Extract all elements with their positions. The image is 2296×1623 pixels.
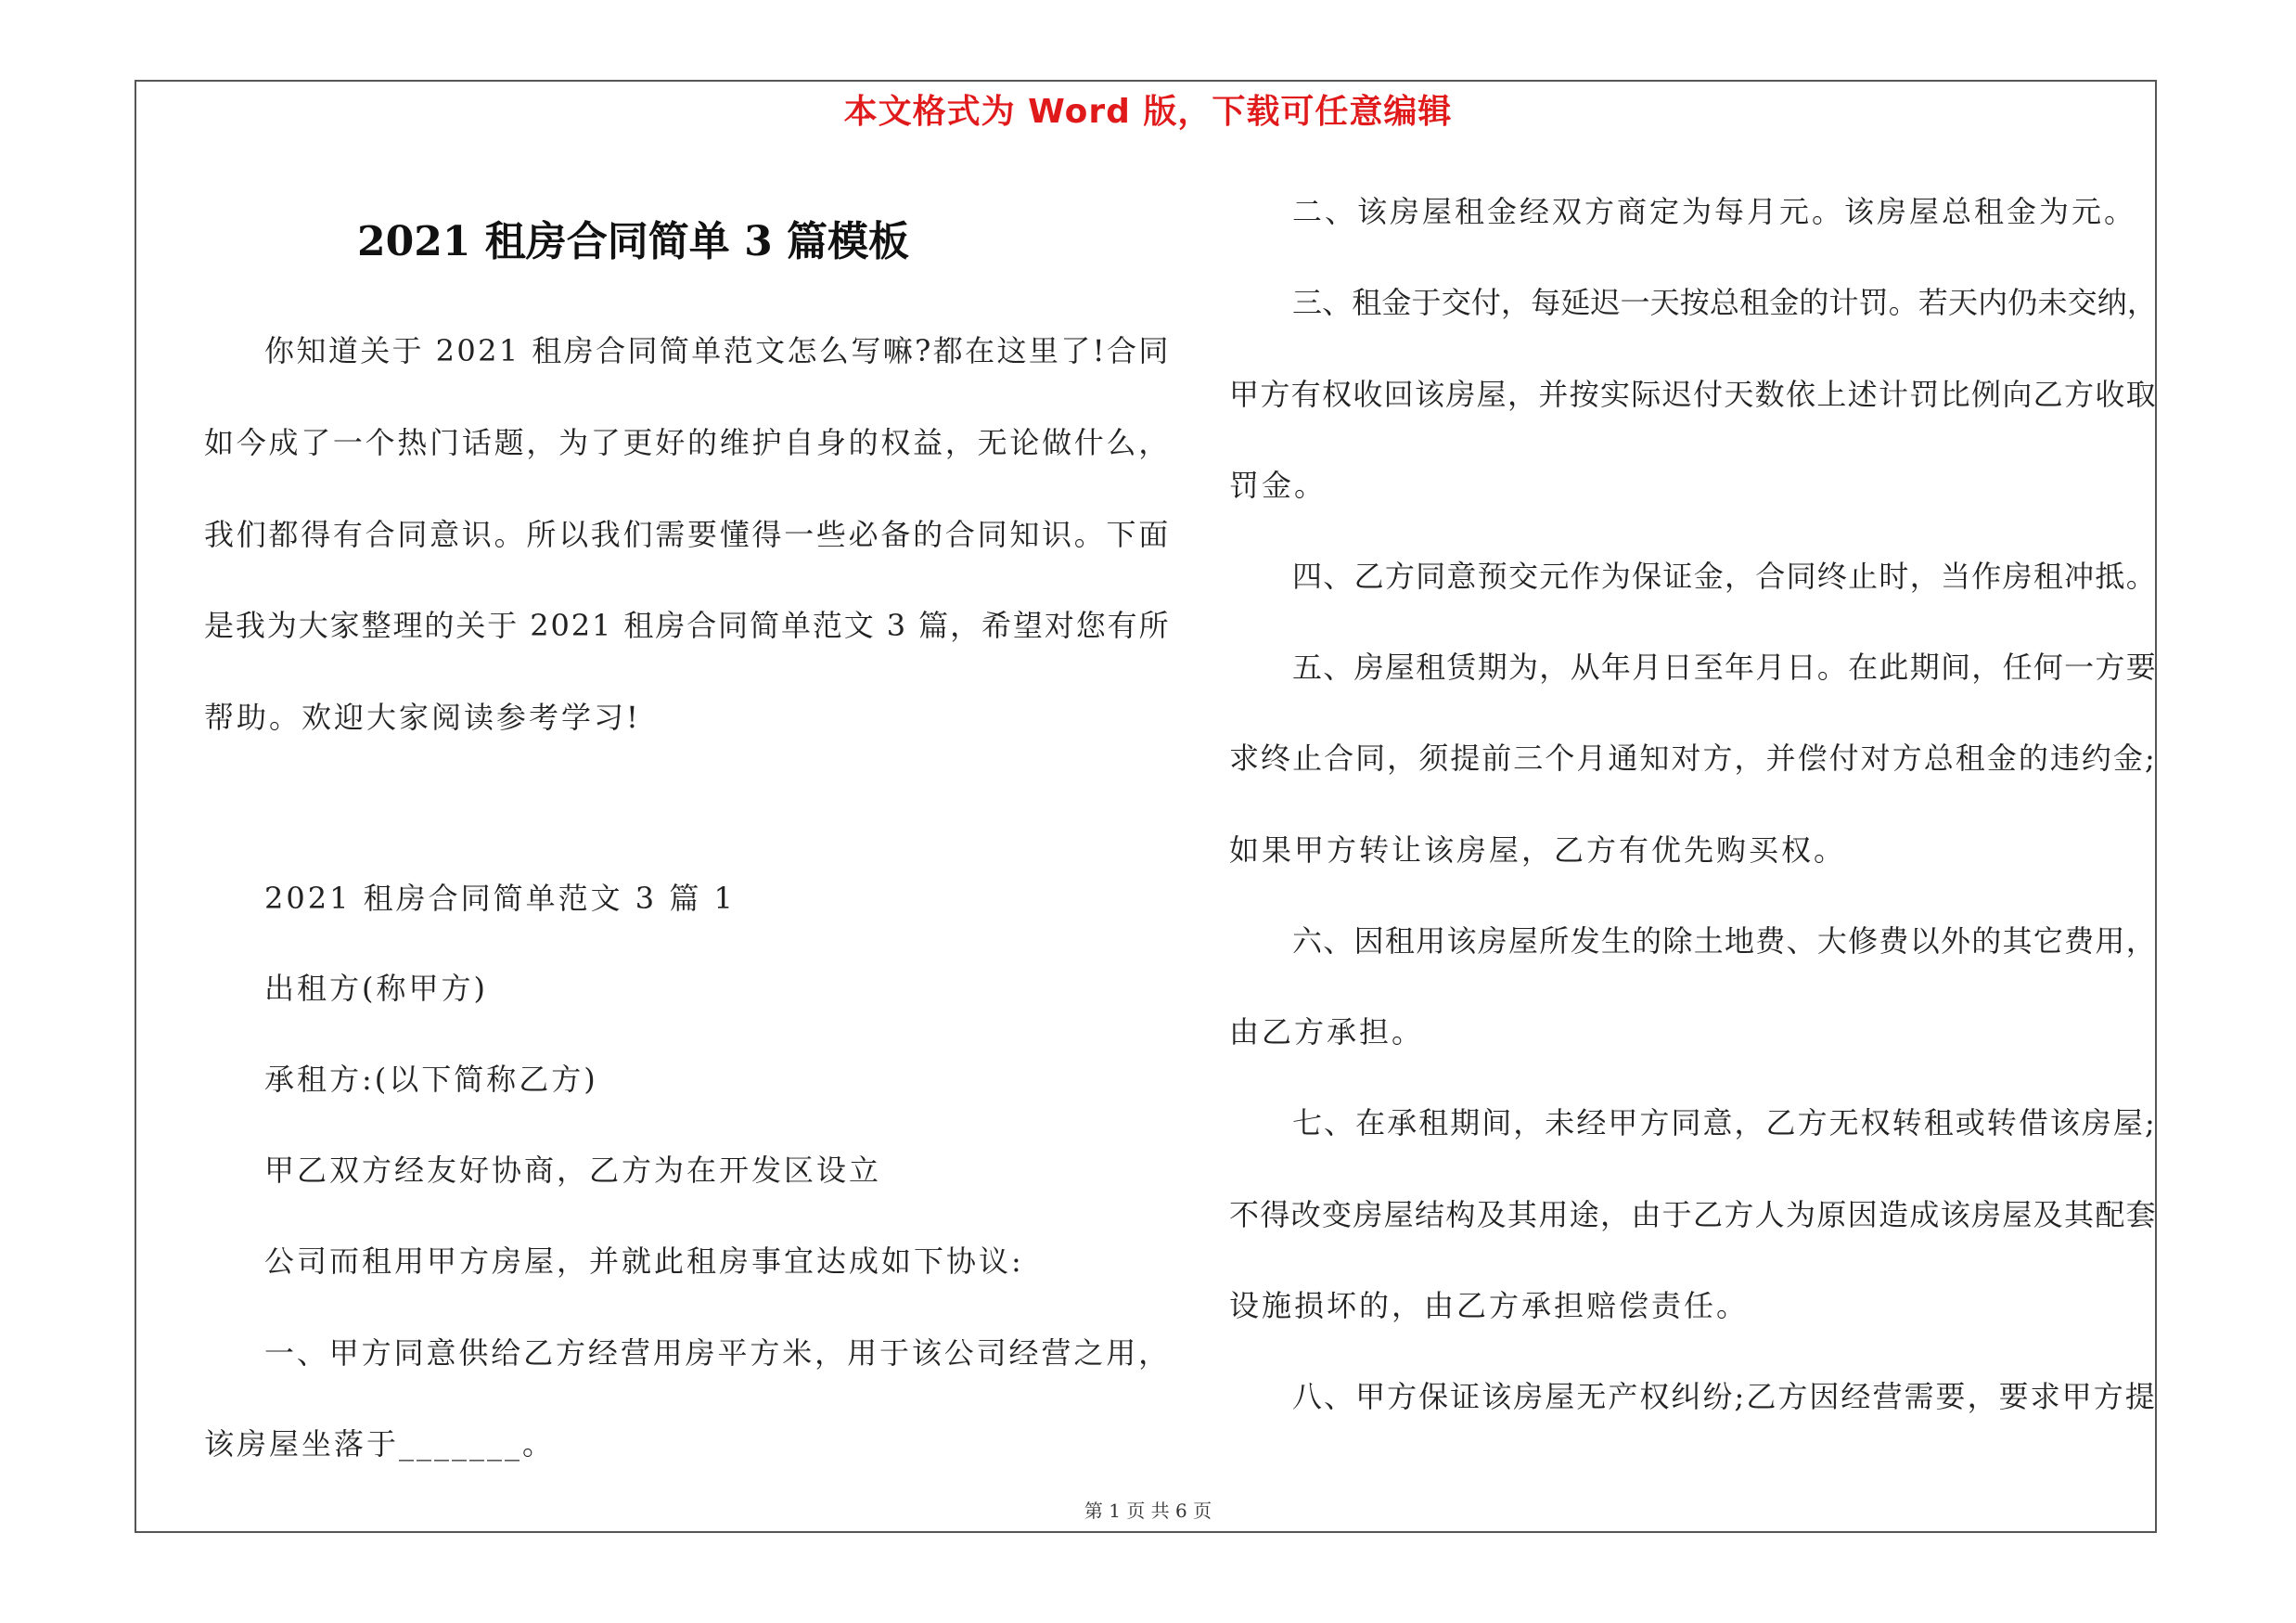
paragraph-line: 甲乙双方经友好协商，乙方为在开发区设立 — [264, 1153, 882, 1188]
paragraph-line: 如今成了一个热门话题，为了更好的维护自身的权益，无论做什么， — [204, 425, 1172, 460]
paragraph-line: 八、甲方保证该房屋无产权纠纷;乙方因经营需要，要求甲方提 — [1292, 1379, 2157, 1414]
paragraph-line: 我们都得有合同意识。所以我们需要懂得一些必备的合同知识。下面 — [204, 517, 1172, 552]
paragraph-line: 甲方有权收回该房屋，并按实际迟付天数依上述计罚比例向乙方收取 — [1229, 377, 2158, 412]
paragraph-line: 该房屋坐落于_______。 — [204, 1426, 556, 1462]
paragraph-line: 求终止合同，须提前三个月通知对方，并偿付对方总租金的违约金; — [1229, 741, 2157, 776]
paragraph-line: 三、租金于交付，每延迟一天按总租金的计罚。若天内仍未交纳， — [1292, 285, 2158, 320]
paragraph-line: 你知道关于 2021 租房合同简单范文怎么写嘛?都在这里了!合同 — [264, 333, 1171, 368]
paragraph-line: 一、甲方同意供给乙方经营用房平方米，用于该公司经营之用， — [264, 1335, 1172, 1371]
paragraph-line: 五、房屋租赁期为，从年月日至年月日。在此期间，任何一方要 — [1292, 650, 2158, 685]
paragraph-line: 七、在承租期间，未经甲方同意，乙方无权转租或转借该房屋; — [1292, 1105, 2157, 1140]
paragraph-line: 公司而租用甲方房屋，并就此租房事宜达成如下协议: — [264, 1243, 1024, 1279]
format-banner: 本文格式为 Word 版，下载可任意编辑 — [843, 93, 1453, 131]
document-title: 2021 租房合同简单 3 篇模板 — [356, 218, 910, 265]
paragraph-line: 四、乙方同意预交元作为保证金，合同终止时，当作房租冲抵。 — [1292, 559, 2158, 594]
paragraph-line: 承租方:(以下简称乙方) — [264, 1062, 598, 1097]
paragraph-line: 如果甲方转让该房屋，乙方有优先购买权。 — [1229, 832, 1847, 868]
paragraph-line: 六、因租用该房屋所发生的除土地费、大修费以外的其它费用， — [1292, 923, 2158, 959]
paragraph-line: 出租方(称甲方) — [264, 971, 488, 1006]
paragraph-line: 设施损坏的，由乙方承担赔偿责任。 — [1229, 1288, 1750, 1323]
section-heading: 2021 租房合同简单范文 3 篇 1 — [264, 881, 736, 916]
paragraph-line: 不得改变房屋结构及其用途，由于乙方人为原因造成该房屋及其配套 — [1229, 1197, 2158, 1232]
paragraph-line: 由乙方承担。 — [1229, 1014, 1425, 1050]
paragraph-line: 帮助。欢迎大家阅读参考学习! — [204, 700, 641, 735]
page-number: 第 1 页 共 6 页 — [1084, 1500, 1212, 1522]
paragraph-line: 罚金。 — [1229, 468, 1328, 503]
paragraph-line: 是我为大家整理的关于 2021 租房合同简单范文 3 篇，希望对您有所 — [204, 608, 1171, 643]
paragraph-line: 二、该房屋租金经双方商定为每月元。该房屋总租金为元。 — [1292, 194, 2137, 229]
